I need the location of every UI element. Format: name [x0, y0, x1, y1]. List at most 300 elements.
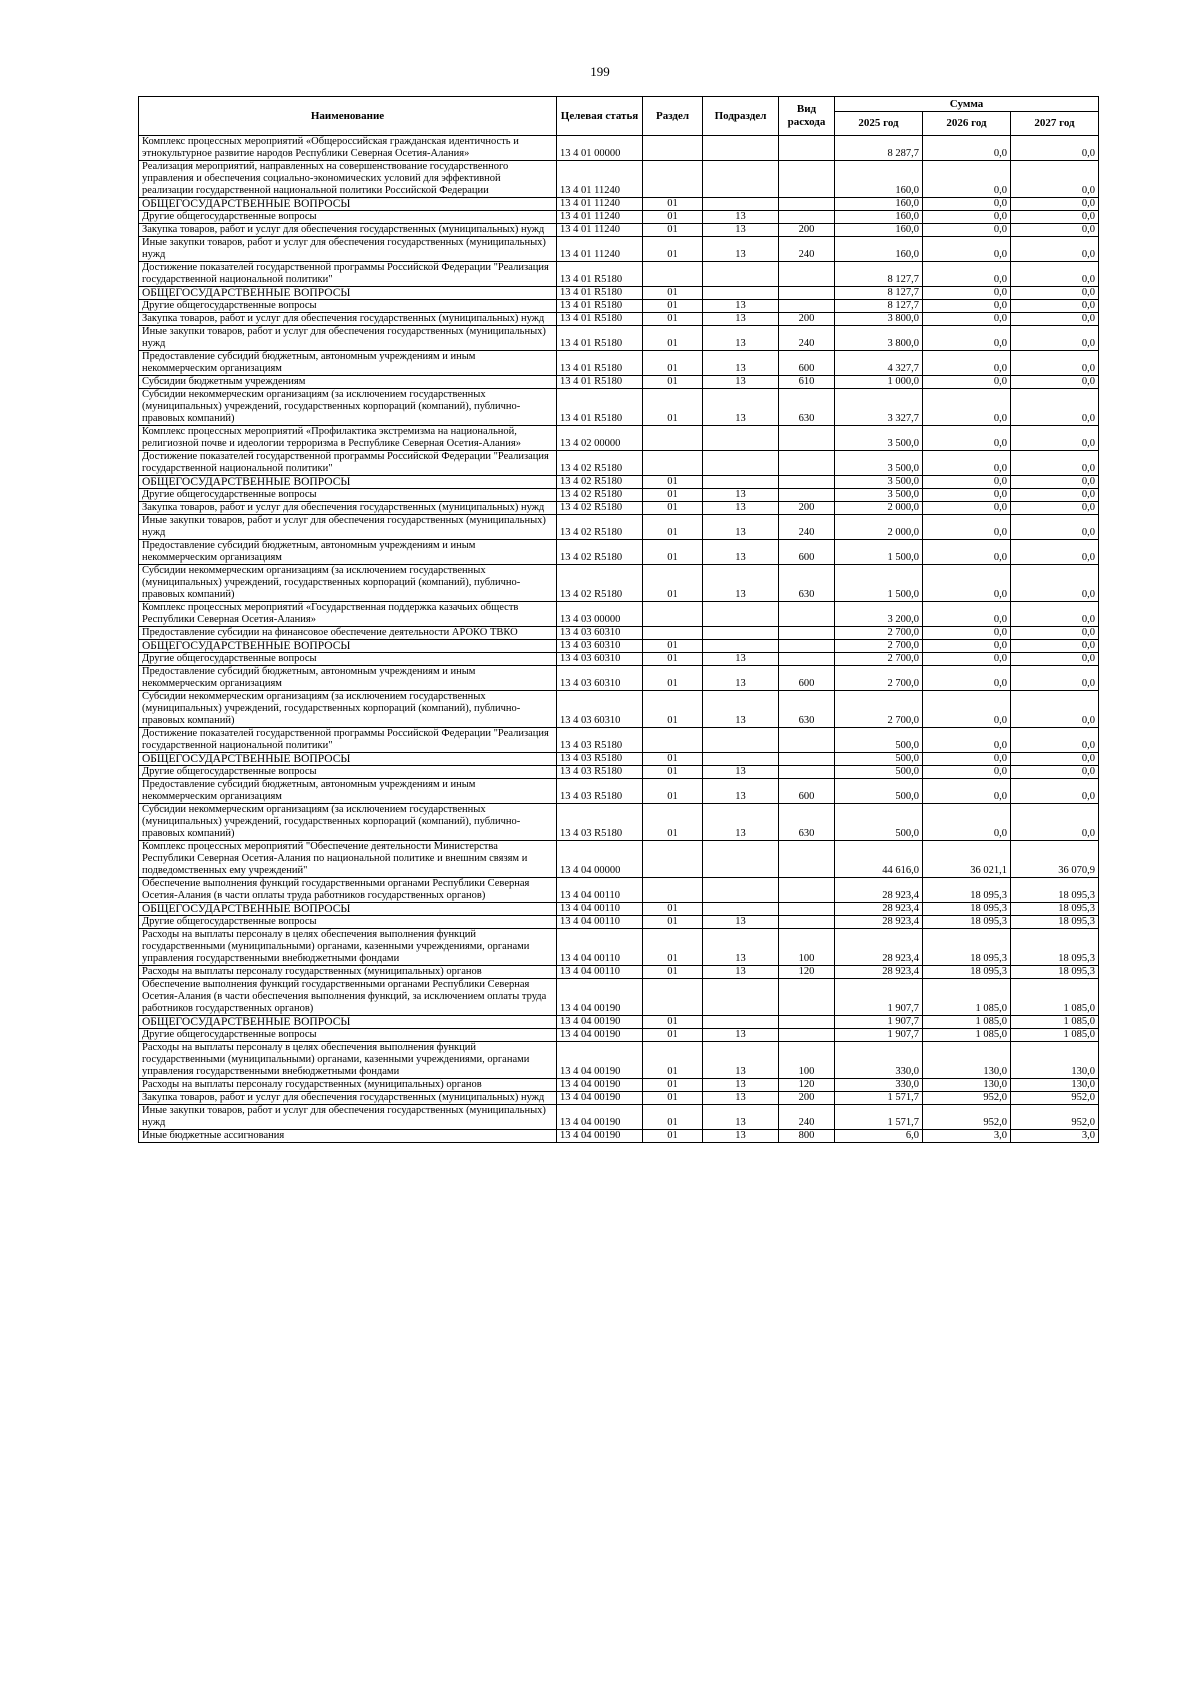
table-cell-section: 01	[643, 1042, 703, 1079]
table-cell-target: 13 4 03 60310	[557, 666, 643, 691]
table-cell-2026: 0,0	[923, 766, 1011, 779]
table-cell-expense-type: 630	[779, 389, 835, 426]
table-cell-name: Достижение показателей государственной программы Российской Федерации "Реализация государственной национальной политики"	[139, 451, 557, 476]
table-cell-expense-type: 240	[779, 326, 835, 351]
table-cell-2027: 952,0	[1011, 1092, 1099, 1105]
table-cell-expense-type	[779, 841, 835, 878]
table-cell-subsection: 13	[703, 779, 779, 804]
table-cell-expense-type	[779, 211, 835, 224]
table-cell-2026: 0,0	[923, 198, 1011, 211]
table-cell-name: ОБЩЕГОСУДАРСТВЕННЫЕ ВОПРОСЫ	[139, 287, 557, 300]
table-cell-name: Другие общегосударственные вопросы	[139, 489, 557, 502]
table-cell-2027: 18 095,3	[1011, 916, 1099, 929]
table-cell-subsection: 13	[703, 804, 779, 841]
table-cell-target: 13 4 01 R5180	[557, 389, 643, 426]
table-cell-section: 01	[643, 1130, 703, 1143]
table-cell-subsection: 13	[703, 211, 779, 224]
table-cell-section	[643, 602, 703, 627]
table-cell-target: 13 4 01 11240	[557, 237, 643, 262]
table-cell-target: 13 4 04 00190	[557, 1042, 643, 1079]
table-cell-expense-type: 240	[779, 237, 835, 262]
table-cell-2025: 6,0	[835, 1130, 923, 1143]
table-cell-name: Субсидии некоммерческим организациям (за исключением государственных (муниципальных) учреждений, государственных корпораций (компаний), публично-правовых компаний)	[139, 691, 557, 728]
table-row	[139, 929, 1099, 966]
table-cell-name: Субсидии некоммерческим организациям (за исключением государственных (муниципальных) учреждений, государственных корпораций (компаний), публично-правовых компаний)	[139, 804, 557, 841]
table-cell-target: 13 4 03 60310	[557, 640, 643, 653]
table-cell-section: 01	[643, 903, 703, 916]
table-row	[139, 627, 1099, 640]
table-cell-name: ОБЩЕГОСУДАРСТВЕННЫЕ ВОПРОСЫ	[139, 476, 557, 489]
table-cell-2025: 500,0	[835, 753, 923, 766]
table-cell-2026: 0,0	[923, 426, 1011, 451]
table-cell-target: 13 4 02 R5180	[557, 515, 643, 540]
table-cell-2025: 160,0	[835, 237, 923, 262]
table-cell-target: 13 4 03 60310	[557, 653, 643, 666]
table-cell-target: 13 4 03 R5180	[557, 728, 643, 753]
table-cell-2025: 3 500,0	[835, 451, 923, 476]
table-cell-section: 01	[643, 376, 703, 389]
table-cell-subsection: 13	[703, 1042, 779, 1079]
table-cell-subsection	[703, 476, 779, 489]
table-cell-target: 13 4 02 R5180	[557, 489, 643, 502]
table-cell-subsection: 13	[703, 1092, 779, 1105]
table-row	[139, 1079, 1099, 1092]
table-cell-2027: 0,0	[1011, 666, 1099, 691]
table-cell-section: 01	[643, 476, 703, 489]
table-cell-expense-type	[779, 728, 835, 753]
header-2026: 2026 год	[923, 112, 1011, 136]
table-cell-2026: 130,0	[923, 1079, 1011, 1092]
table-cell-2026: 952,0	[923, 1092, 1011, 1105]
table-cell-2027: 0,0	[1011, 136, 1099, 161]
table-cell-expense-type: 100	[779, 929, 835, 966]
table-cell-2027: 0,0	[1011, 224, 1099, 237]
table-row	[139, 262, 1099, 287]
table-cell-expense-type: 120	[779, 1079, 835, 1092]
table-cell-2026: 0,0	[923, 326, 1011, 351]
table-cell-2027: 0,0	[1011, 313, 1099, 326]
table-cell-2026: 0,0	[923, 602, 1011, 627]
table-cell-name: Предоставление субсидий бюджетным, автономным учреждениям и иным некоммерческим организациям	[139, 351, 557, 376]
table-cell-2027: 0,0	[1011, 627, 1099, 640]
table-cell-section: 01	[643, 691, 703, 728]
table-cell-2025: 2 700,0	[835, 640, 923, 653]
table-cell-2026: 0,0	[923, 779, 1011, 804]
table-row	[139, 966, 1099, 979]
table-row	[139, 515, 1099, 540]
table-cell-subsection	[703, 287, 779, 300]
table-cell-name: ОБЩЕГОСУДАРСТВЕННЫЕ ВОПРОСЫ	[139, 753, 557, 766]
table-row	[139, 136, 1099, 161]
table-cell-2026: 0,0	[923, 136, 1011, 161]
table-cell-section: 01	[643, 1016, 703, 1029]
table-cell-2026: 0,0	[923, 376, 1011, 389]
table-cell-subsection: 13	[703, 1079, 779, 1092]
table-cell-2026: 0,0	[923, 389, 1011, 426]
table-cell-2025: 2 700,0	[835, 666, 923, 691]
table-cell-subsection: 13	[703, 376, 779, 389]
table-cell-expense-type: 200	[779, 224, 835, 237]
table-cell-2025: 28 923,4	[835, 916, 923, 929]
table-cell-subsection	[703, 640, 779, 653]
table-cell-name: Предоставление субсидий бюджетным, автономным учреждениям и иным некоммерческим организациям	[139, 540, 557, 565]
table-cell-2026: 18 095,3	[923, 903, 1011, 916]
table-cell-2025: 8 287,7	[835, 136, 923, 161]
table-cell-2027: 0,0	[1011, 779, 1099, 804]
table-cell-2025: 330,0	[835, 1079, 923, 1092]
table-cell-subsection	[703, 426, 779, 451]
table-cell-section: 01	[643, 237, 703, 262]
table-row	[139, 326, 1099, 351]
table-cell-2026: 0,0	[923, 161, 1011, 198]
table-cell-subsection: 13	[703, 916, 779, 929]
table-cell-target: 13 4 01 R5180	[557, 351, 643, 376]
table-cell-target: 13 4 02 R5180	[557, 502, 643, 515]
table-cell-2027: 0,0	[1011, 451, 1099, 476]
table-cell-target: 13 4 04 00110	[557, 878, 643, 903]
table-row	[139, 653, 1099, 666]
table-cell-section: 01	[643, 224, 703, 237]
header-target: Целевая статья	[557, 97, 643, 136]
table-cell-subsection: 13	[703, 691, 779, 728]
table-cell-name: Предоставление субсидий бюджетным, автономным учреждениям и иным некоммерческим организациям	[139, 666, 557, 691]
table-cell-target: 13 4 04 00190	[557, 979, 643, 1016]
table-cell-2025: 500,0	[835, 779, 923, 804]
table-row	[139, 691, 1099, 728]
table-row	[139, 903, 1099, 916]
table-cell-2025: 2 000,0	[835, 502, 923, 515]
table-cell-name: Другие общегосударственные вопросы	[139, 1029, 557, 1042]
table-cell-expense-type	[779, 653, 835, 666]
table-cell-section	[643, 979, 703, 1016]
table-cell-expense-type	[779, 426, 835, 451]
table-cell-2027: 0,0	[1011, 351, 1099, 376]
table-cell-2027: 0,0	[1011, 426, 1099, 451]
table-cell-2025: 44 616,0	[835, 841, 923, 878]
table-cell-target: 13 4 01 R5180	[557, 287, 643, 300]
table-cell-2027: 18 095,3	[1011, 929, 1099, 966]
table-cell-2025: 1 907,7	[835, 1016, 923, 1029]
table-cell-target: 13 4 04 00110	[557, 916, 643, 929]
table-cell-name: Комплекс процессных мероприятий "Обеспечение деятельности Министерства Республики Северная Осетия-Алания по национальной политике и внешним связям и подведомственных ему учреждений"	[139, 841, 557, 878]
table-cell-subsection: 13	[703, 313, 779, 326]
table-cell-name: Иные закупки товаров, работ и услуг для обеспечения государственных (муниципальных) нужд	[139, 326, 557, 351]
table-cell-expense-type	[779, 476, 835, 489]
table-cell-target: 13 4 03 60310	[557, 627, 643, 640]
table-row	[139, 1042, 1099, 1079]
table-cell-2026: 18 095,3	[923, 878, 1011, 903]
table-row	[139, 476, 1099, 489]
table-cell-target: 13 4 03 R5180	[557, 753, 643, 766]
table-cell-section: 01	[643, 753, 703, 766]
table-body	[139, 136, 1099, 1143]
table-row	[139, 161, 1099, 198]
table-cell-2027: 0,0	[1011, 502, 1099, 515]
table-cell-subsection	[703, 262, 779, 287]
table-cell-2026: 0,0	[923, 753, 1011, 766]
table-row	[139, 1016, 1099, 1029]
table-cell-2025: 4 327,7	[835, 351, 923, 376]
table-cell-target: 13 4 01 R5180	[557, 376, 643, 389]
table-cell-2025: 8 127,7	[835, 287, 923, 300]
table-cell-subsection: 13	[703, 666, 779, 691]
table-cell-section: 01	[643, 1079, 703, 1092]
header-2025: 2025 год	[835, 112, 923, 136]
table-cell-target: 13 4 01 11240	[557, 211, 643, 224]
table-cell-target: 13 4 02 R5180	[557, 451, 643, 476]
table-cell-2025: 1 907,7	[835, 979, 923, 1016]
table-row	[139, 1029, 1099, 1042]
table-cell-subsection	[703, 1016, 779, 1029]
table-cell-2027: 0,0	[1011, 476, 1099, 489]
table-cell-section	[643, 426, 703, 451]
table-cell-name: Обеспечение выполнения функций государственными органами Республики Северная Осетия-Алания (в части обеспечения выполнения функций, за исключением оплаты труда работников государственных органов)	[139, 979, 557, 1016]
table-cell-2027: 0,0	[1011, 728, 1099, 753]
table-row	[139, 224, 1099, 237]
table-cell-subsection: 13	[703, 1029, 779, 1042]
table-row	[139, 878, 1099, 903]
table-cell-2025: 3 200,0	[835, 602, 923, 627]
table-cell-2025: 8 127,7	[835, 262, 923, 287]
table-cell-subsection: 13	[703, 300, 779, 313]
table-row	[139, 841, 1099, 878]
table-cell-name: Расходы на выплаты персоналу государственных (муниципальных) органов	[139, 966, 557, 979]
table-cell-expense-type: 630	[779, 804, 835, 841]
table-cell-expense-type	[779, 878, 835, 903]
table-cell-name: Иные закупки товаров, работ и услуг для обеспечения государственных (муниципальных) нужд	[139, 515, 557, 540]
table-cell-2026: 36 021,1	[923, 841, 1011, 878]
table-cell-subsection: 13	[703, 515, 779, 540]
table-cell-2027: 0,0	[1011, 766, 1099, 779]
table-cell-2025: 160,0	[835, 198, 923, 211]
table-row	[139, 602, 1099, 627]
table-cell-name: Расходы на выплаты персоналу государственных (муниципальных) органов	[139, 1079, 557, 1092]
table-row	[139, 916, 1099, 929]
table-cell-2026: 0,0	[923, 502, 1011, 515]
table-cell-target: 13 4 01 11240	[557, 224, 643, 237]
table-cell-subsection: 13	[703, 653, 779, 666]
table-cell-expense-type	[779, 287, 835, 300]
table-cell-2026: 0,0	[923, 728, 1011, 753]
table-cell-2026: 0,0	[923, 313, 1011, 326]
table-row	[139, 351, 1099, 376]
table-cell-2027: 0,0	[1011, 389, 1099, 426]
table-cell-name: Закупка товаров, работ и услуг для обеспечения государственных (муниципальных) нужд	[139, 224, 557, 237]
table-cell-2027: 130,0	[1011, 1042, 1099, 1079]
table-cell-expense-type: 200	[779, 1092, 835, 1105]
table-row	[139, 753, 1099, 766]
table-cell-target: 13 4 01 R5180	[557, 326, 643, 351]
header-2027: 2027 год	[1011, 112, 1099, 136]
table-cell-2025: 28 923,4	[835, 966, 923, 979]
table-cell-target: 13 4 02 R5180	[557, 540, 643, 565]
table-cell-2026: 1 085,0	[923, 1029, 1011, 1042]
table-cell-target: 13 4 02 R5180	[557, 565, 643, 602]
table-cell-subsection: 13	[703, 966, 779, 979]
table-cell-section	[643, 878, 703, 903]
table-cell-2027: 1 085,0	[1011, 979, 1099, 1016]
table-cell-subsection: 13	[703, 1130, 779, 1143]
table-cell-target: 13 4 04 00190	[557, 1079, 643, 1092]
table-cell-name: Комплекс процессных мероприятий «Государственная поддержка казачьих обществ Республики Северная Осетия-Алания»	[139, 602, 557, 627]
table-cell-2027: 0,0	[1011, 640, 1099, 653]
table-cell-2025: 160,0	[835, 224, 923, 237]
table-cell-name: Достижение показателей государственной программы Российской Федерации "Реализация государственной национальной политики"	[139, 728, 557, 753]
table-cell-2025: 3 500,0	[835, 476, 923, 489]
table-cell-2027: 1 085,0	[1011, 1029, 1099, 1042]
table-cell-section: 01	[643, 1029, 703, 1042]
table-cell-2026: 1 085,0	[923, 979, 1011, 1016]
table-cell-name: Иные закупки товаров, работ и услуг для обеспечения государственных (муниципальных) нужд	[139, 237, 557, 262]
header-expense-type: Вид расхода	[779, 97, 835, 136]
table-cell-target: 13 4 03 R5180	[557, 779, 643, 804]
table-row	[139, 1130, 1099, 1143]
table-cell-name: Иные бюджетные ассигнования	[139, 1130, 557, 1143]
table-cell-expense-type	[779, 262, 835, 287]
table-cell-2027: 0,0	[1011, 237, 1099, 262]
table-cell-expense-type: 600	[779, 351, 835, 376]
table-cell-name: ОБЩЕГОСУДАРСТВЕННЫЕ ВОПРОСЫ	[139, 640, 557, 653]
table-cell-subsection: 13	[703, 489, 779, 502]
table-cell-subsection	[703, 136, 779, 161]
table-cell-expense-type: 200	[779, 502, 835, 515]
table-row	[139, 804, 1099, 841]
table-cell-expense-type	[779, 300, 835, 313]
table-cell-expense-type: 100	[779, 1042, 835, 1079]
table-cell-name: Иные закупки товаров, работ и услуг для обеспечения государственных (муниципальных) нужд	[139, 1105, 557, 1130]
table-cell-2025: 2 700,0	[835, 627, 923, 640]
table-cell-target: 13 4 04 00190	[557, 1105, 643, 1130]
table-cell-2025: 500,0	[835, 766, 923, 779]
table-cell-target: 13 4 04 00110	[557, 929, 643, 966]
table-cell-2025: 1 500,0	[835, 540, 923, 565]
table-cell-name: Другие общегосударственные вопросы	[139, 300, 557, 313]
table-cell-target: 13 4 04 00190	[557, 1016, 643, 1029]
table-cell-section: 01	[643, 666, 703, 691]
table-cell-2026: 0,0	[923, 476, 1011, 489]
table-cell-2027: 0,0	[1011, 489, 1099, 502]
table-cell-2027: 0,0	[1011, 804, 1099, 841]
table-cell-section	[643, 728, 703, 753]
header-name: Наименование	[139, 97, 557, 136]
table-cell-2027: 0,0	[1011, 326, 1099, 351]
table-cell-2027: 0,0	[1011, 161, 1099, 198]
table-row	[139, 666, 1099, 691]
table-row	[139, 300, 1099, 313]
table-row	[139, 237, 1099, 262]
table-row	[139, 779, 1099, 804]
table-cell-2026: 1 085,0	[923, 1016, 1011, 1029]
table-cell-expense-type	[779, 903, 835, 916]
table-cell-2025: 1 000,0	[835, 376, 923, 389]
table-cell-2027: 0,0	[1011, 653, 1099, 666]
table-cell-subsection: 13	[703, 766, 779, 779]
table-cell-subsection: 13	[703, 1105, 779, 1130]
table-cell-target: 13 4 02 R5180	[557, 476, 643, 489]
table-row	[139, 1105, 1099, 1130]
table-cell-section: 01	[643, 313, 703, 326]
table-cell-expense-type	[779, 753, 835, 766]
table-cell-name: Расходы на выплаты персоналу в целях обеспечения выполнения функций государственными (муниципальными) органами, казенными учреждениями, органами управления государственными внебюджетными фондами	[139, 1042, 557, 1079]
table-cell-2026: 0,0	[923, 640, 1011, 653]
table-row	[139, 313, 1099, 326]
table-cell-expense-type	[779, 640, 835, 653]
table-cell-2025: 500,0	[835, 804, 923, 841]
table-cell-expense-type: 240	[779, 1105, 835, 1130]
table-cell-name: Закупка товаров, работ и услуг для обеспечения государственных (муниципальных) нужд	[139, 1092, 557, 1105]
table-cell-2026: 0,0	[923, 565, 1011, 602]
header-sum: Сумма	[835, 97, 1099, 112]
table-cell-2025: 1 571,7	[835, 1105, 923, 1130]
table-cell-2025: 1 500,0	[835, 565, 923, 602]
table-cell-target: 13 4 04 00190	[557, 1029, 643, 1042]
table-cell-name: Субсидии некоммерческим организациям (за исключением государственных (муниципальных) учреждений, государственных корпораций (компаний), публично-правовых компаний)	[139, 565, 557, 602]
table-cell-name: Другие общегосударственные вопросы	[139, 916, 557, 929]
table-cell-target: 13 4 04 00110	[557, 966, 643, 979]
table-cell-expense-type	[779, 602, 835, 627]
table-cell-2027: 130,0	[1011, 1079, 1099, 1092]
table-cell-name: Закупка товаров, работ и услуг для обеспечения государственных (муниципальных) нужд	[139, 502, 557, 515]
table-cell-section: 01	[643, 326, 703, 351]
table-cell-name: Другие общегосударственные вопросы	[139, 766, 557, 779]
table-cell-expense-type	[779, 161, 835, 198]
table-cell-section: 01	[643, 929, 703, 966]
table-cell-name: Расходы на выплаты персоналу в целях обеспечения выполнения функций государственными (муниципальными) органами, казенными учреждениями, органами управления государственными внебюджетными фондами	[139, 929, 557, 966]
table-cell-expense-type	[779, 136, 835, 161]
table-cell-2025: 160,0	[835, 211, 923, 224]
table-row	[139, 766, 1099, 779]
table-cell-section: 01	[643, 916, 703, 929]
table-cell-target: 13 4 04 00190	[557, 1092, 643, 1105]
table-cell-2027: 18 095,3	[1011, 966, 1099, 979]
table-cell-target: 13 4 01 11240	[557, 161, 643, 198]
table-cell-name: ОБЩЕГОСУДАРСТВЕННЫЕ ВОПРОСЫ	[139, 903, 557, 916]
table-cell-2026: 952,0	[923, 1105, 1011, 1130]
table-cell-expense-type: 600	[779, 540, 835, 565]
table-cell-expense-type: 600	[779, 779, 835, 804]
table-cell-expense-type	[779, 979, 835, 1016]
table-cell-subsection	[703, 979, 779, 1016]
table-cell-subsection: 13	[703, 502, 779, 515]
table-cell-2027: 0,0	[1011, 211, 1099, 224]
table-cell-2026: 0,0	[923, 451, 1011, 476]
table-cell-subsection	[703, 841, 779, 878]
table-cell-2025: 28 923,4	[835, 929, 923, 966]
table-row	[139, 540, 1099, 565]
table-cell-section	[643, 841, 703, 878]
table-cell-expense-type	[779, 1016, 835, 1029]
table-cell-2026: 0,0	[923, 224, 1011, 237]
table-cell-expense-type	[779, 198, 835, 211]
table-cell-2025: 2 000,0	[835, 515, 923, 540]
table-row	[139, 376, 1099, 389]
table-cell-subsection	[703, 627, 779, 640]
table-cell-section: 01	[643, 653, 703, 666]
table-cell-2026: 0,0	[923, 300, 1011, 313]
table-cell-2026: 0,0	[923, 653, 1011, 666]
table-cell-expense-type	[779, 451, 835, 476]
table-cell-section: 01	[643, 300, 703, 313]
table-cell-2026: 0,0	[923, 804, 1011, 841]
header-section: Раздел	[643, 97, 703, 136]
table-cell-2026: 0,0	[923, 351, 1011, 376]
table-row	[139, 451, 1099, 476]
table-cell-section: 01	[643, 515, 703, 540]
table-cell-2026: 0,0	[923, 691, 1011, 728]
table-cell-2027: 0,0	[1011, 540, 1099, 565]
table-cell-section: 01	[643, 804, 703, 841]
table-cell-2027: 36 070,9	[1011, 841, 1099, 878]
